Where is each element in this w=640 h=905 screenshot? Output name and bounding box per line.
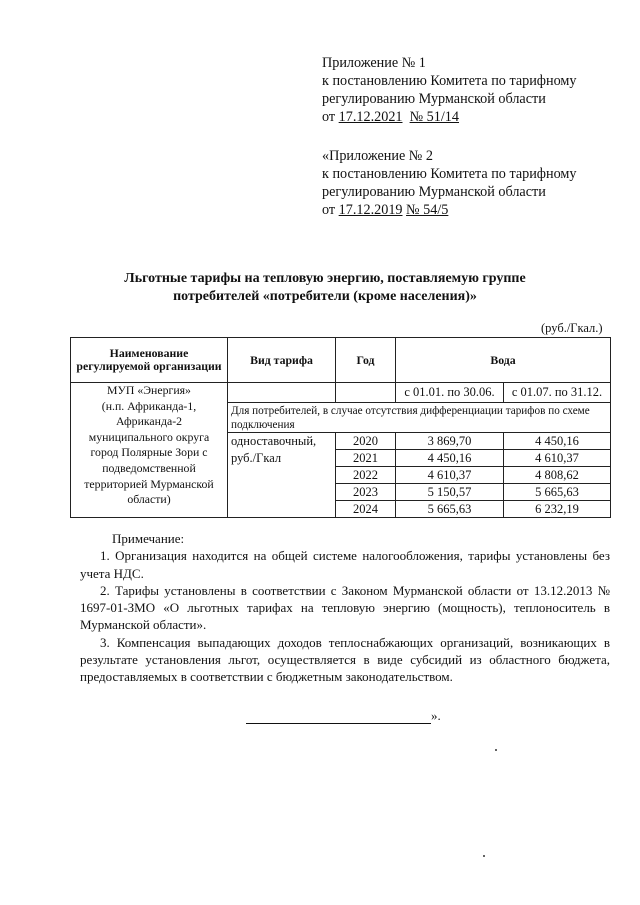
value-h2: 5 665,63 (504, 484, 611, 501)
org-line: Африканда-2 (115, 414, 183, 429)
period-h2: с 01.07. по 31.12. (504, 383, 611, 403)
appendix-2-line3: регулированию Мурманской области (322, 184, 546, 200)
org-line: области) (127, 492, 171, 507)
value-h1: 5 150,57 (396, 484, 504, 501)
empty-cell (228, 383, 336, 403)
header-org: Наименование регулируемой организации (71, 338, 228, 383)
value-h2: 6 232,19 (504, 501, 611, 518)
value-h1: 4 610,37 (396, 467, 504, 484)
table-header-row (71, 338, 611, 383)
header-type: Вид тарифа (228, 338, 336, 383)
org-line: подведомственной (102, 460, 196, 475)
notes-block (80, 530, 610, 686)
value-h1: 3 869,70 (396, 433, 504, 450)
tariff-type-line-2: руб./Гкал (231, 451, 282, 465)
appendix-1-line3: регулированию Мурманской области (322, 91, 546, 107)
value-h2: 4 610,37 (504, 450, 611, 467)
appendix-1-block (322, 54, 577, 126)
org-line: МУП «Энергия» (107, 383, 191, 397)
period-h1: с 01.01. по 30.06. (396, 383, 504, 403)
closing-line (246, 708, 441, 724)
closing-quote: ». (431, 708, 441, 723)
note-item-3: 3. Компенсация выпадающих доходов теплоснабжающих организаций, возникающих в результате установления льгот, осуществляется в виде субсидий из областного бюджета, предоставляемых в соответствии с бюджетным законодательством. (80, 634, 610, 685)
appendix-1-date-line (322, 108, 577, 126)
appendix-2-from: от (322, 202, 336, 218)
title-line-1: Льготные тарифы на тепловую энергию, поставляемую группе (124, 271, 526, 286)
year-cell: 2024 (336, 501, 396, 518)
document-title (60, 270, 590, 306)
appendix-2-date-line (322, 201, 577, 219)
appendix-1-line2: к постановлению Комитета по тарифному (322, 73, 577, 89)
appendix-1-number: № 51/14 (409, 109, 459, 125)
org-line: территорией Мурманской (84, 476, 214, 491)
header-year: Год (336, 338, 396, 383)
notes-heading: Примечание: (112, 531, 185, 546)
value-h1: 4 450,16 (396, 450, 504, 467)
appendix-2-date: 17.12.2019 (338, 202, 403, 218)
value-h1: 5 665,63 (396, 501, 504, 518)
org-line: город Полярные Зори с (90, 445, 208, 460)
blank-line (246, 711, 431, 724)
org-line: муниципального округа (88, 429, 210, 444)
title-line-2: потребителей «потребители (кроме населения)» (173, 289, 477, 304)
tariff-type-cell (228, 433, 336, 518)
org-cell (71, 383, 228, 518)
year-cell: 2020 (336, 433, 396, 450)
appendix-2-block (322, 147, 577, 219)
condition-cell: Для потребителей, в случае отсутствия дифференциации тарифов по схеме подключения (228, 403, 611, 433)
unit-label: (руб./Гкал.) (541, 321, 603, 335)
header-water: Вода (396, 338, 611, 383)
org-line: (н.п. Африканда-1, (101, 398, 197, 413)
tariff-type-line-1: одноставочный, (231, 434, 317, 448)
value-h2: 4 808,62 (504, 467, 611, 484)
appendix-2-title: «Приложение № 2 (322, 148, 433, 164)
appendix-1-from: от (322, 109, 336, 125)
year-cell: 2023 (336, 484, 396, 501)
appendix-2-number: № 54/5 (406, 202, 449, 218)
appendix-1-date: 17.12.2021 (338, 109, 403, 125)
scan-speck (483, 855, 485, 857)
note-item-2: 2. Тарифы установлены в соответствии с Законом Мурманской области от 13.12.2013 № 1697-01-ЗМО «О льготных тарифах на тепловую энергию (мощность), теплоноситель в Мурманской области». (80, 582, 610, 633)
year-cell: 2022 (336, 467, 396, 484)
year-cell: 2021 (336, 450, 396, 467)
table-period-row (71, 383, 611, 403)
value-h2: 4 450,16 (504, 433, 611, 450)
appendix-1-title: Приложение № 1 (322, 55, 426, 71)
tariff-table (70, 337, 611, 518)
scan-speck (495, 749, 497, 751)
empty-cell (336, 383, 396, 403)
note-item-1: 1. Организация находится на общей системе налогообложения, тарифы установлены без учета НДС. (80, 548, 610, 581)
appendix-2-line2: к постановлению Комитета по тарифному (322, 166, 577, 182)
